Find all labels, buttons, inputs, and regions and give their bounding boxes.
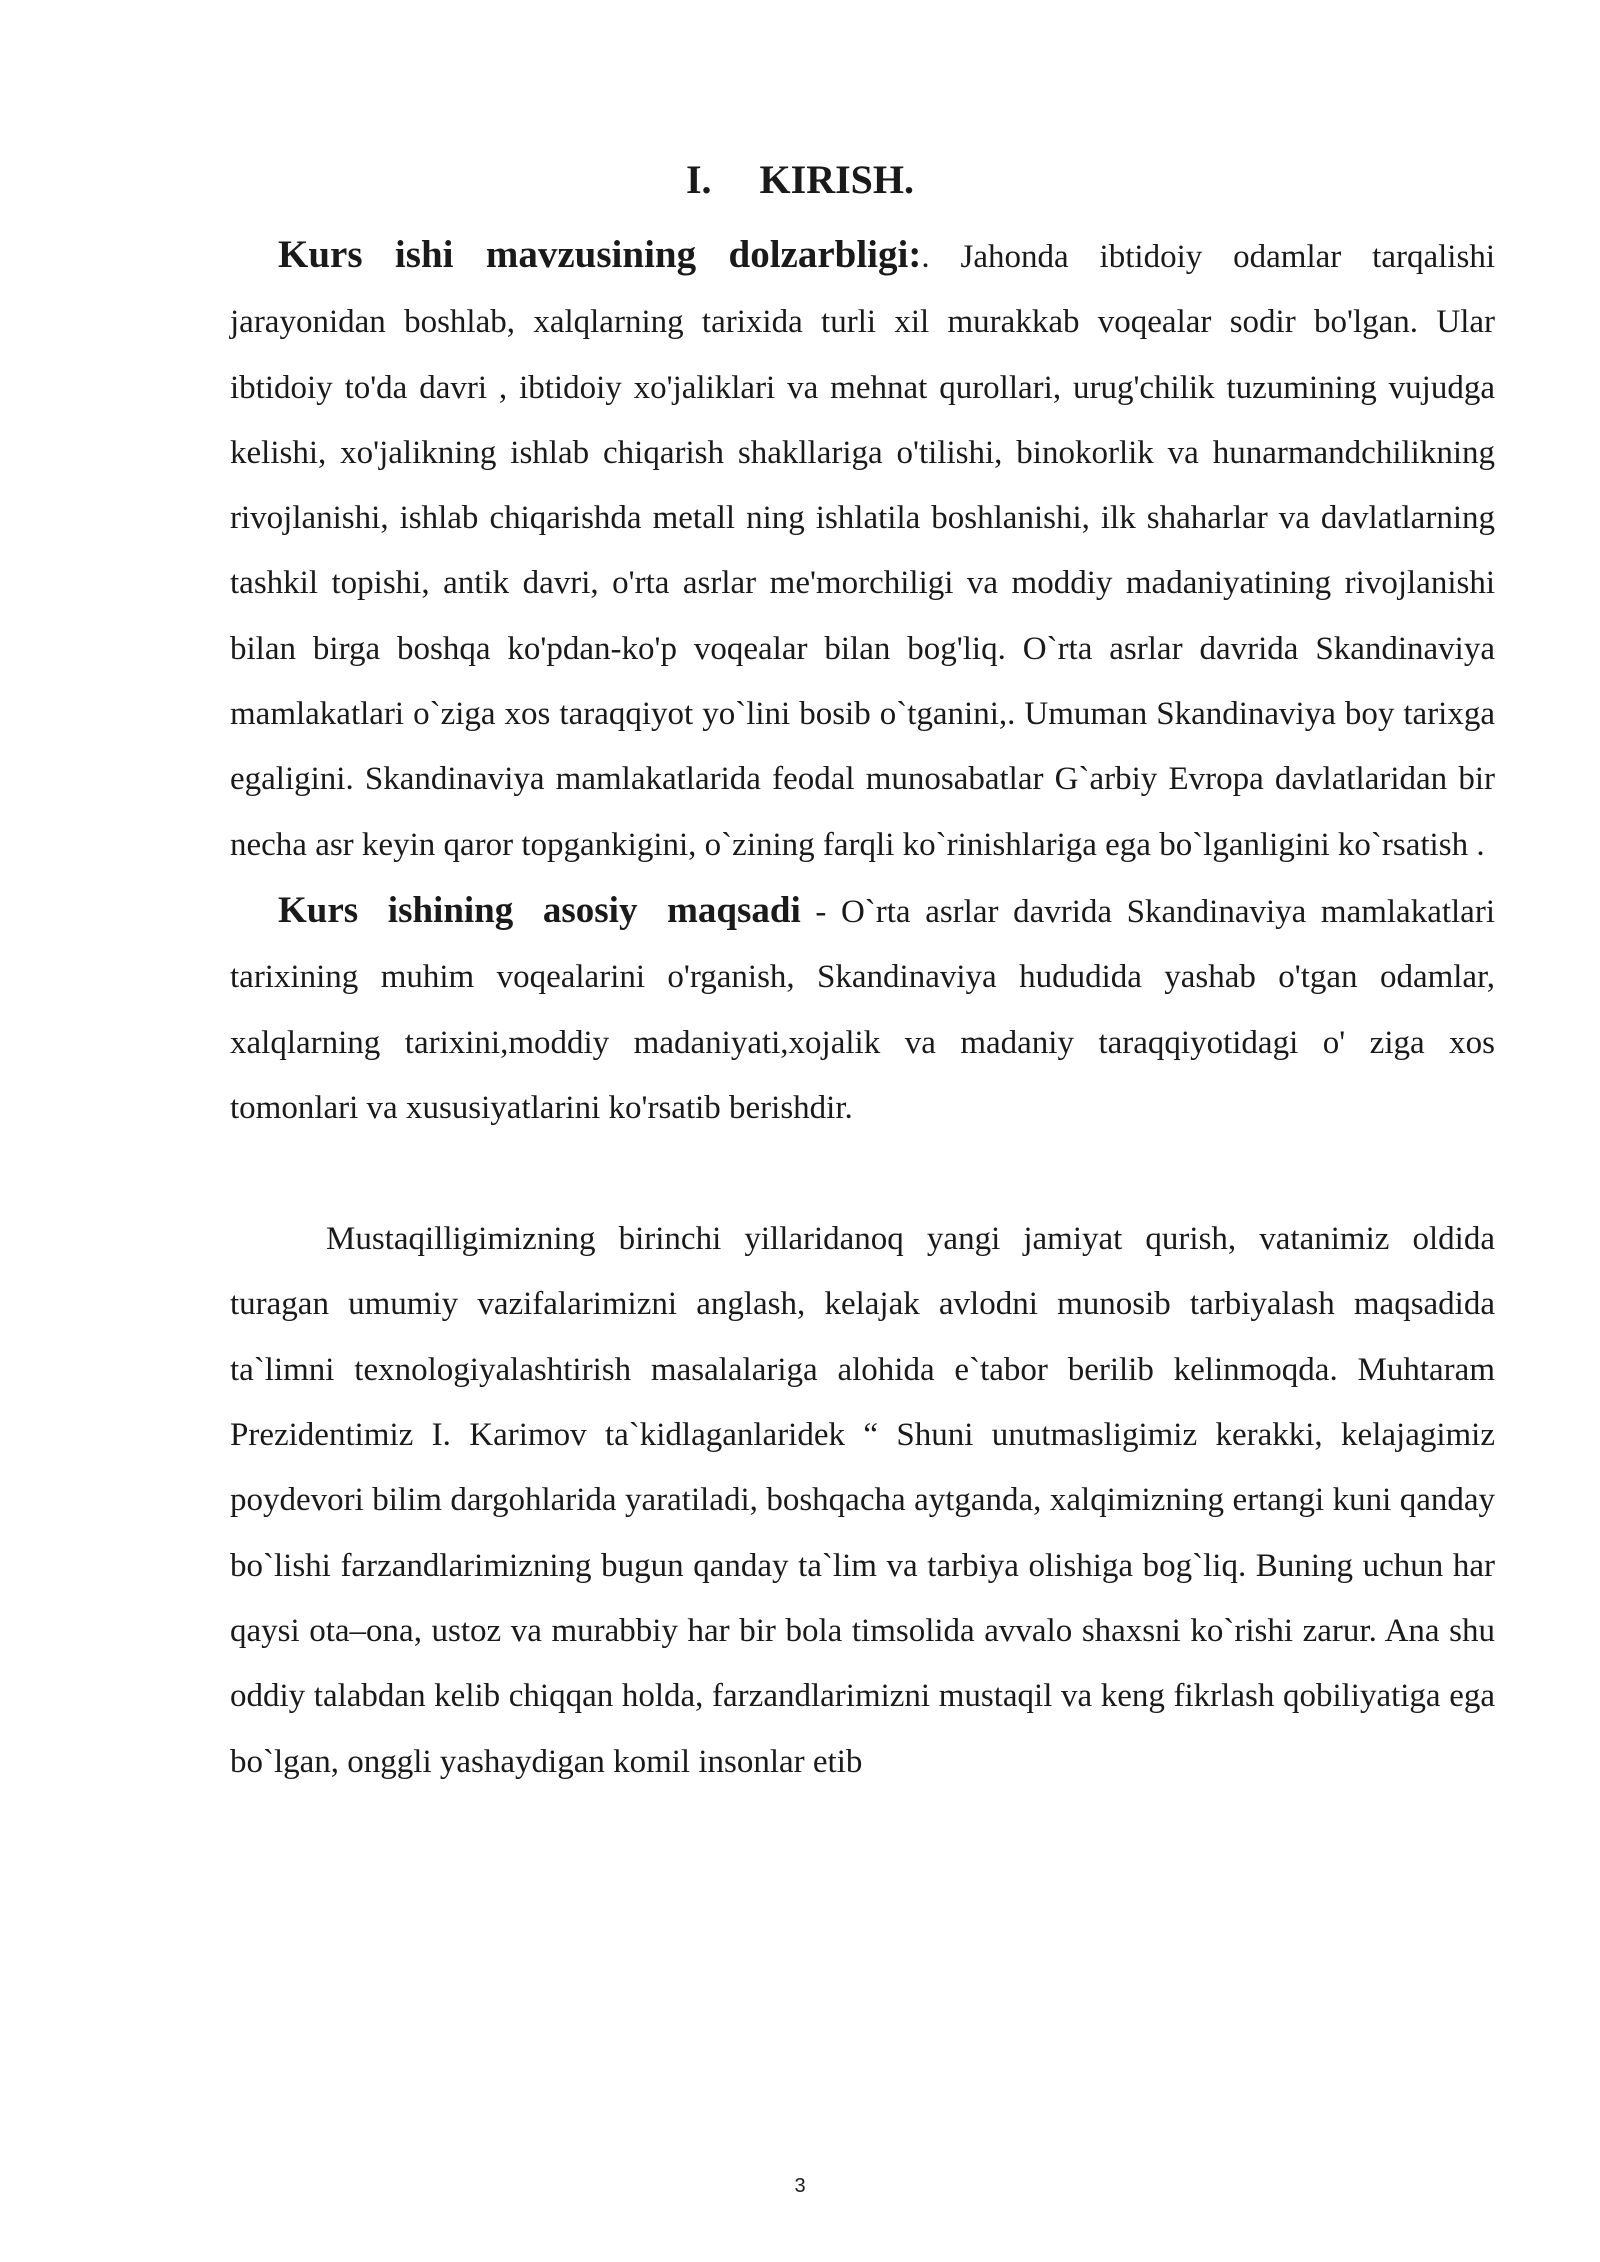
- paragraph-independence: Mustaqilligimizning birinchi yillaridanoq yangi jamiyat qurish, vatanimiz oldida turagan umumiy vazifalarimizni anglash, kelajak avlodni munosib tarbiyalash maqsadida ta`limni texnologiyalashtirish masalalariga alohida e`tabor berilib kelinmoqda. Muhtaram Prezidentimiz I. Karimov ta`kidlaganlaridek “ Shuni unutmasligimiz kerakki, kelajagimiz poydevori bilim dargohlarida yaratiladi, boshqacha aytganda, xalqimizning ertangi kuni qanday bo`lishi farzandlarimizning bugun qanday ta`lim va tarbiya olishiga bog`liq. Buning uchun har qaysi ota–ona, ustoz va murabbiy har bir bola timsolida avvalo shaxsni ko`rishi zarur. Ana shu oddiy talabdan kelib chiqqan holda, farzandlarimizni mustaqil va keng fikrlash qobiliyatiga ega bo`lgan, onggli yashaydigan komil insonlar etib: [230, 1221, 1495, 1780]
- paragraph-lead-relevance: Kurs ishi mavzusining dolzarbligi:: [278, 233, 922, 276]
- paragraph-lead-goal: Kurs ishining asosiy maqsadi: [278, 889, 801, 931]
- page-number: 3: [794, 2175, 806, 2197]
- section-title: KIRISH.: [759, 157, 915, 202]
- paragraph-text-goal: - O`rta asrlar davrida Skandinaviya mamlakatlari tarixining muhim voqealarini o'rganish, Skandinaviya hududida yashab o'tgan odamlar, xalqlarning tarixini,moddiy madaniyati,xojalik va madaniy taraqqiyotidagi o' ziga xos tomonlari va xususiyatlarini ko'rsatib berishdir.: [230, 893, 1495, 1126]
- paragraph-goal: [230, 878, 1495, 1141]
- section-heading: [0, 150, 1600, 210]
- paragraph-spacer: [230, 1141, 1495, 1207]
- section-number: I.: [685, 157, 712, 202]
- paragraph-relevance: [230, 222, 1495, 878]
- body-text: [230, 222, 1495, 1795]
- paragraph-text-relevance: . Jahonda ibtidoiy odamlar tarqalishi jarayonidan boshlab, xalqlarning tarixida turli xil murakkab voqealar sodir bo'lgan. Ular ibtidoiy to'da davri , ibtidoiy xo'jaliklari va mehnat qurollari, urug'chilik tuzumining vujudga kelishi, xo'jalikning ishlab chiqarish shakllariga o'tilishi, binokorlik va hunarmandchilikning rivojlanishi, ishlab chiqarishda metall ning ishlatila boshlanishi, ilk shaharlar va davlatlarning tashkil topishi, antik davri, o'rta asrlar me'morchiligi va moddiy madaniyatining rivojlanishi bilan birga boshqa ko'pdan-ko'p voqealar bilan bog'liq. O`rta asrlar davrida Skandinaviya mamlakatlari o`ziga xos taraqqiyot yo`lini bosib o`tganini,. Umuman Skandinaviya boy tarixga egaligini. Skandinaviya mamlakatlarida feodal munosabatlar G`arbiy Evropa davlatlaridan bir necha asr keyin qaror topgankigini, o`zining farqli ko`rinishlariga ega bo`lganligini ko`rsatish .: [230, 239, 1495, 863]
